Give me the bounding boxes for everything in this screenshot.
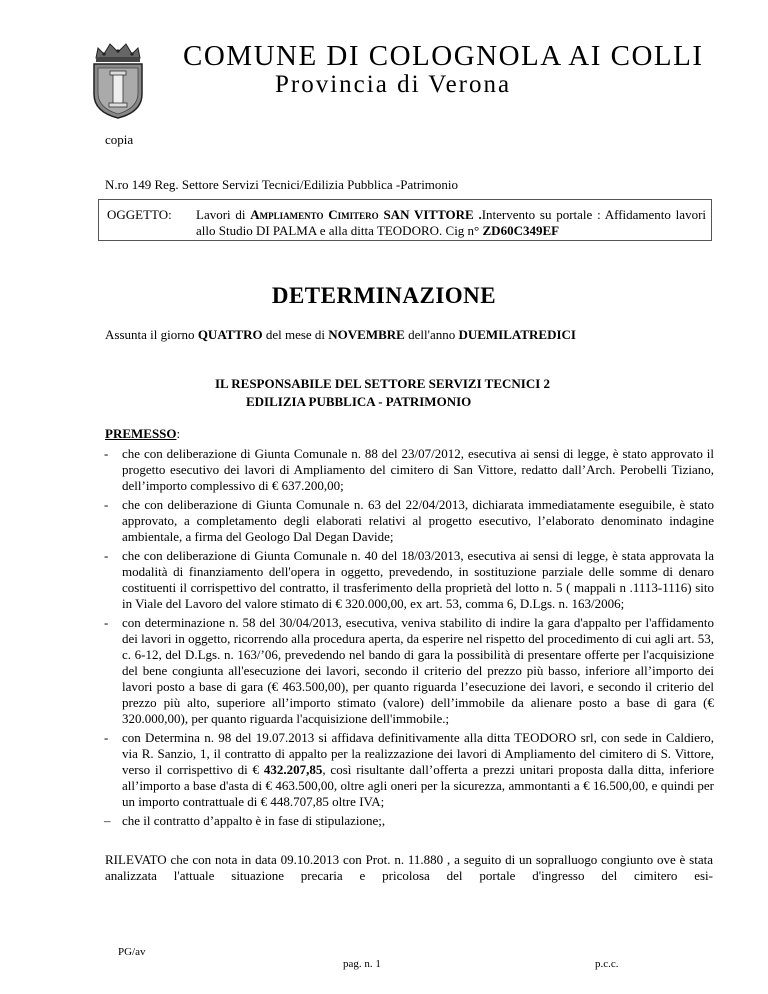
assunta-anno: DUEMILATREDICI: [458, 327, 576, 342]
oggetto-san-vittore: SAN VITTORE .: [378, 207, 482, 222]
responsabile-line1: IL RESPONSABILE DEL SETTORE SERVIZI TECNICI 2: [215, 376, 551, 391]
copia-label: copia: [105, 132, 134, 147]
oggetto-label: OGGETTO:: [107, 207, 172, 222]
rilevato-paragraph: RILEVATO che con nota in data 09.10.2013 con Prot. n. 11.880 , a seguito di un sopralluogo congiunto ove è stata analizzata l'attuale situazione precaria e pricolosa del portale d'ingresso del cimitero esi-: [105, 852, 713, 883]
oggetto-cig: ZD60C349EF: [482, 223, 560, 238]
assunta-t2: del mese di: [262, 327, 329, 342]
list-item-text: che il contratto d’appalto è in fase di stipulazione;,: [122, 813, 386, 828]
list-item-text: che con deliberazione di Giunta Comunale n. 88 del 23/07/2012, esecutiva ai sensi di legge, è stato approvato il progetto esecutivo dei lavori di Ampliamento del cimitero di San Vittore, redatto dall’Arch. Perobelli Tiziano, dell’importo complessivo di € 637.200,00;: [122, 446, 714, 493]
oggetto-smallcaps: Ampliamento Cimitero: [250, 207, 379, 222]
list-dash: -: [104, 446, 109, 461]
list-item: [104, 615, 714, 727]
list-item: [104, 730, 714, 810]
list-dash: -: [104, 497, 109, 512]
list-item-text: che con deliberazione di Giunta Comunale n. 40 del 18/03/2013, esecutiva ai sensi di legge, è stata approvata la modalità di finanziamento dell'opera in oggetto, prevedendo, in sostituzione parziale delle somme di denaro costituenti il corrispettivo del contratto, il trasferimento della proprietà del lotto n. 5 ( mappali n .1113-1116) sito in Viale del Lavoro del valore stimato di € 320.000,00, ex art. 53, comma 6, D.Lgs. n. 163/2006;: [122, 548, 714, 611]
list-item: [104, 497, 714, 545]
oggetto-part1: Lavori di: [196, 207, 251, 222]
list-dash: –: [104, 813, 111, 828]
assunta-line: [105, 327, 576, 343]
determinazione-title: DETERMINAZIONE: [271, 283, 497, 308]
registro-line: N.ro 149 Reg. Settore Servizi Tecnici/Edilizia Pubblica -Patrimonio: [105, 177, 459, 192]
assunta-t1: Assunta il giorno: [105, 327, 198, 342]
list-item-text: con determinazione n. 58 del 30/04/2013, esecutiva, veniva stabilito di indire la gara d'appalto per l'affidamento dei lavori in oggetto, ricorrendo alla procedura aperta, da esperire nel rispetto del procedimento di cui agli art. 53, c. 6-12, del D.Lgs. n. 163/’06, prevedendo nel bando di gara la possibilità di presentare offerte per l'acquisizione del bene congiunta all'esecuzione dei lavori, secondo il criterio del prezzo più basso, inferiore all’importo dei lavori posto a base di gara (€ 463.500,00), per quanto riguarda l’esecuzione dei lavori, e secondo il criterio del prezzo più alto, superiore all’importo stimato (valore) dell’immobile da alienare posto a base di gara (€ 320.000,00), per quanto riguarda l'acquisizione dell'immobile.;: [122, 615, 714, 726]
list-item: [104, 446, 714, 494]
responsabile-line2: EDILIZIA PUBBLICA - PATRIMONIO: [246, 394, 472, 409]
list-dash: -: [104, 615, 109, 630]
oggetto-text: [196, 207, 706, 239]
assunta-giorno: QUATTRO: [197, 327, 263, 342]
premesso-heading: [105, 426, 180, 442]
comune-title: COMUNE DI COLOGNOLA AI COLLI: [183, 40, 704, 72]
list-item-text-b: , così risultante dall’offerta a prezzi unitari proposta dalla ditta, inferiore all’importo a base d'asta di € 463.500,00, oltre agli oneri per la sicurezza, ammontanti a € 16.500,00, e quindi per un importo contrattuale di € 448.707,85 oltre IVA;: [122, 762, 715, 809]
assunta-t3: dell'anno: [404, 327, 459, 342]
list-item: [104, 548, 714, 612]
footer-page-number: pag. n. 1: [343, 958, 381, 970]
premesso-colon: :: [176, 426, 181, 441]
list-item-text-a: con Determina n. 98 del 19.07.2013 si affidava definitivamente alla ditta TEODORO srl, con sede in Caldiero, via R. Sanzio, 1, il contratto di appalto per la realizzazione dei lavori di Ampliamento del cimitero di S. Vittore, verso il corrispettivo di €: [122, 730, 714, 777]
oggetto-box: [98, 199, 712, 241]
municipal-crest-icon: [88, 38, 148, 120]
footer-initials: PG/av: [118, 946, 146, 958]
provincia-subtitle: Provincia di Verona: [275, 71, 512, 98]
premesso-label: PREMESSO: [105, 426, 177, 441]
list-dash: -: [104, 548, 109, 563]
list-item: [104, 813, 714, 829]
list-dash: -: [104, 730, 109, 745]
premesso-list: [104, 446, 714, 832]
footer-pcc: p.c.c.: [595, 958, 619, 970]
assunta-mese: NOVEMBRE: [328, 327, 405, 342]
list-item-amount: 432.207,85: [263, 762, 323, 777]
oggetto-part4: Intervento su portale : Affidamento lavori allo Studio DI PALMA e alla ditta TEODORO. Cig n°: [196, 207, 707, 238]
list-item-text: che con deliberazione di Giunta Comunale n. 63 del 22/04/2013, dichiarata immediatamente eseguibile, è stato approvato, a completamento degli elaborati relativi al progetto esecutivo, l’elaborato denominato indagine ambientale, a firma del Geologo Dal Degan Davide;: [122, 497, 714, 544]
